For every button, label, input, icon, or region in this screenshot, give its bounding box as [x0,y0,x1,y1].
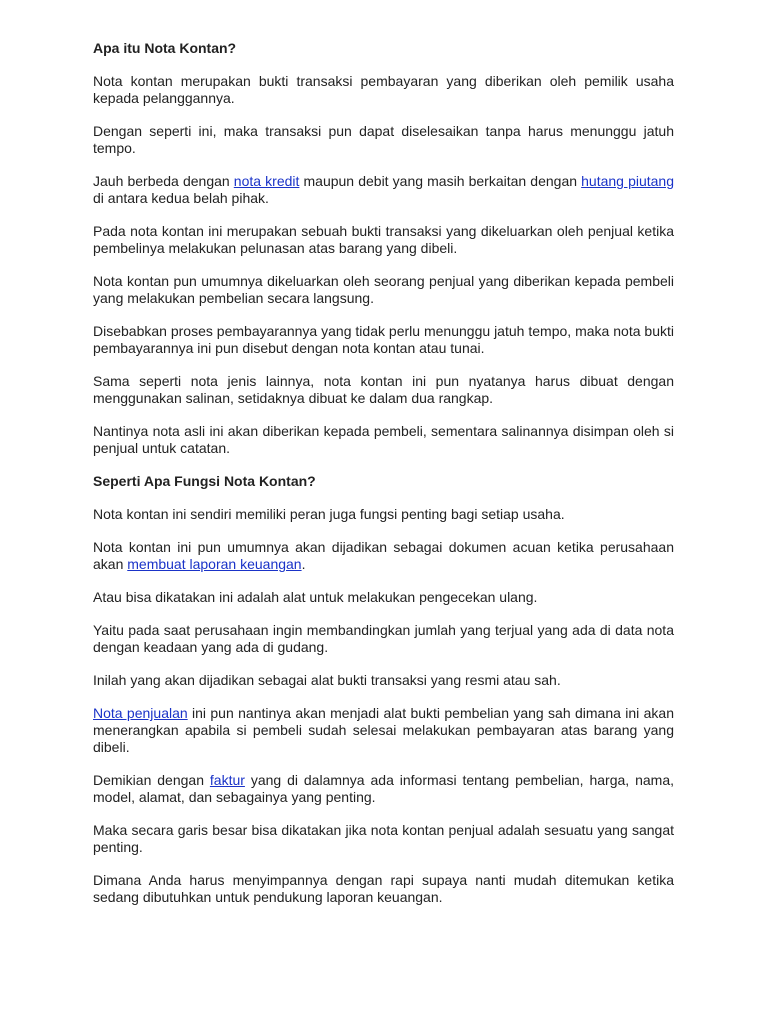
paragraph-text: maupun debit yang masih berkaitan dengan [299,173,582,189]
paragraph: Nota kontan merupakan bukti transaksi pembayaran yang diberikan oleh pemilik usaha kepada pelanggannya. [93,73,674,106]
paragraph-text: . [301,556,306,572]
paragraph: Disebabkan proses pembayarannya yang tidak perlu menunggu jatuh tempo, maka nota bukti pembayarannya ini pun disebut dengan nota kontan atau tunai. [93,323,674,356]
link-nota-penjualan[interactable]: Nota penjualan [93,705,188,721]
paragraph: Atau bisa dikatakan ini adalah alat untuk melakukan pengecekan ulang. [93,589,538,605]
paragraph [93,539,674,573]
paragraph: Maka secara garis besar bisa dikatakan jika nota kontan penjual adalah sesuatu yang sangat penting. [93,822,674,855]
link-faktur[interactable]: faktur [209,772,245,788]
section-heading: Seperti Apa Fungsi Nota Kontan? [93,473,316,489]
paragraph-text: Nota kontan ini pun umumnya akan dijadikan sebagai dokumen acuan ketika perusahaan akan [93,539,674,572]
paragraph: Nota kontan ini sendiri memiliki peran juga fungsi penting bagi setiap usaha. [93,506,565,522]
paragraph-text: ini pun nantinya akan menjadi alat bukti pembelian yang sah dimana ini akan menerangkan apabila si pembeli sudah selesai melakukan pembayaran atas barang yang dibeli. [93,705,674,755]
link-nota-kredit[interactable]: nota kredit [233,173,300,189]
paragraph-text: Jauh berbeda dengan [93,173,234,189]
paragraph [93,173,674,207]
paragraph: Pada nota kontan ini merupakan sebuah bukti transaksi yang dikeluarkan oleh penjual ketika pembelinya melakukan pelunasan atas barang yang dibeli. [93,223,674,256]
paragraph: Sama seperti nota jenis lainnya, nota kontan ini pun nyatanya harus dibuat dengan menggunakan salinan, setidaknya dibuat ke dalam dua rangkap. [93,373,674,406]
paragraph: Inilah yang akan dijadikan sebagai alat bukti transaksi yang resmi atau sah. [93,672,561,688]
paragraph [93,772,674,806]
paragraph: Nota kontan pun umumnya dikeluarkan oleh seorang penjual yang diberikan kepada pembeli yang melakukan pembelian secara langsung. [93,273,674,306]
paragraph: Nantinya nota asli ini akan diberikan kepada pembeli, sementara salinannya disimpan oleh si penjual untuk catatan. [93,423,674,456]
paragraph-text: yang di dalamnya ada informasi tentang pembelian, harga, nama, model, alamat, dan sebagainya yang penting. [93,772,674,805]
section-heading: Apa itu Nota Kontan? [93,40,237,56]
paragraph: Dengan seperti ini, maka transaksi pun dapat diselesaikan tanpa harus menunggu jatuh tempo. [93,123,674,156]
paragraph-text: Demikian dengan [93,772,210,788]
document-page [93,40,674,922]
paragraph [93,705,674,756]
paragraph-text: di antara kedua belah pihak. [93,190,269,206]
paragraph: Dimana Anda harus menyimpannya dengan rapi supaya nanti mudah ditemukan ketika sedang dibutuhkan untuk pendukung laporan keuangan. [93,872,674,905]
link-membuat-laporan-keuangan[interactable]: membuat laporan keuangan [127,556,302,572]
paragraph: Yaitu pada saat perusahaan ingin membandingkan jumlah yang terjual yang ada di data nota dengan keadaan yang ada di gudang. [93,622,674,655]
link-hutang-piutang[interactable]: hutang piutang [581,173,675,189]
